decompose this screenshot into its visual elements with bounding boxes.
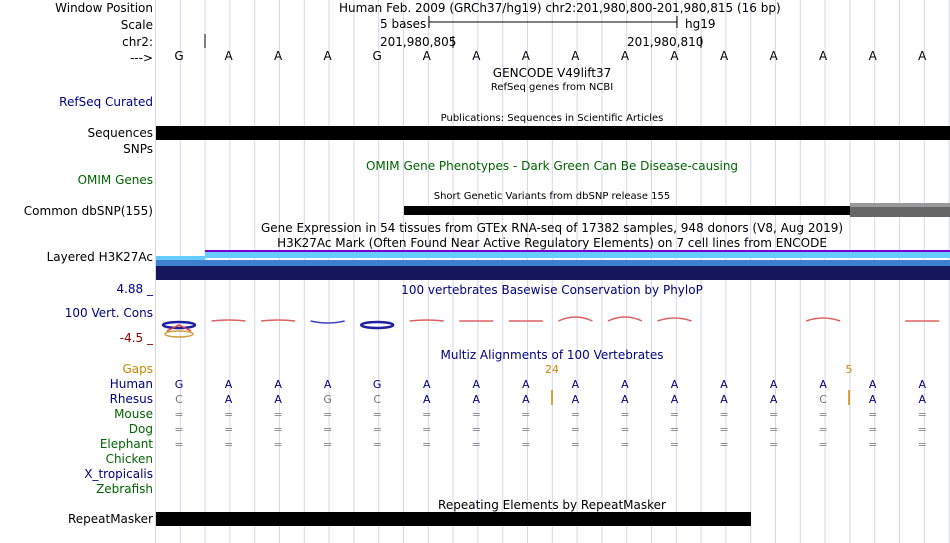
alignment-dog-0: = bbox=[174, 423, 184, 436]
alignment-mouse-13: = bbox=[818, 408, 828, 421]
omim-track-title: OMIM Gene Phenotypes - Dark Green Can Be Disease-causing bbox=[365, 159, 739, 173]
gaps-label[interactable]: Gaps bbox=[122, 362, 153, 376]
alignment-elephant-13: = bbox=[818, 438, 828, 451]
species-label-mouse[interactable]: Mouse bbox=[114, 407, 153, 421]
alignment-mouse-6: = bbox=[471, 408, 481, 421]
scale-label: Scale bbox=[120, 18, 153, 32]
multiz-track-title: Multiz Alignments of 100 Vertebrates bbox=[440, 348, 664, 362]
alignment-dog-9: = bbox=[620, 423, 630, 436]
alignment-human-5: A bbox=[422, 378, 431, 391]
alignment-elephant-4: = bbox=[372, 438, 382, 451]
cons-segment-7 bbox=[608, 317, 642, 321]
alignment-human-0: G bbox=[174, 378, 184, 391]
base-10: A bbox=[670, 49, 679, 63]
gencode-track-title[interactable]: GENCODE V49lift37 bbox=[492, 66, 612, 80]
cons-segment-3 bbox=[410, 320, 444, 321]
alignment-rhesus-8: A bbox=[571, 393, 580, 406]
dbsnp-track-title: Short Genetic Variants from dbSNP release 155 bbox=[433, 191, 671, 202]
base-9: A bbox=[620, 49, 630, 63]
alignment-human-15: A bbox=[918, 378, 927, 391]
alignment-mouse-8: = bbox=[570, 408, 580, 421]
conservation-wiggle bbox=[163, 317, 939, 337]
alignment-elephant-5: = bbox=[422, 438, 432, 451]
alignment-human-8: A bbox=[571, 378, 580, 391]
species-label-elephant[interactable]: Elephant bbox=[99, 437, 153, 451]
alignment-rhesus-5: A bbox=[422, 393, 431, 406]
alignment-human-12: A bbox=[769, 378, 778, 391]
dbsnp-bar[interactable] bbox=[404, 206, 850, 215]
conservation-track-title: 100 vertebrates Basewise Conservation by PhyloP bbox=[401, 283, 703, 297]
alignment-mouse-7: = bbox=[521, 408, 531, 421]
gap-count-2: 5 bbox=[845, 363, 853, 376]
species-label-zebrafish[interactable]: Zebrafish bbox=[96, 482, 153, 496]
dbsnp-gray-top bbox=[850, 203, 950, 207]
alignment-human-9: A bbox=[621, 378, 629, 391]
common-dbsnp-label[interactable]: Common dbSNP(155) bbox=[23, 204, 153, 218]
alignment-dog-4: = bbox=[372, 423, 382, 436]
alignment-elephant-8: = bbox=[570, 438, 580, 451]
alignment-human-1: A bbox=[224, 378, 233, 391]
h3k27ac-mid-layer bbox=[156, 260, 950, 266]
alignment-elephant-3: = bbox=[323, 438, 333, 451]
alignment-human-6: A bbox=[472, 378, 481, 391]
cons-segment-1 bbox=[261, 320, 295, 321]
cons-glyph-1 bbox=[361, 322, 393, 328]
alignment-human-2: A bbox=[274, 378, 282, 391]
snps-label[interactable]: SNPs bbox=[123, 142, 153, 156]
alignment-dog-13: = bbox=[818, 423, 828, 436]
base-8: A bbox=[571, 49, 580, 63]
alignment-rhesus-14: A bbox=[868, 393, 877, 406]
cons-segment-6 bbox=[558, 317, 592, 321]
vert-cons-label[interactable]: 100 Vert. Cons bbox=[64, 306, 153, 320]
base-14: A bbox=[868, 49, 877, 63]
scale-db: hg19 bbox=[685, 17, 716, 31]
alignment-human-7: A bbox=[522, 378, 530, 391]
base-0: G bbox=[174, 49, 184, 63]
h3k27ac-purple-line bbox=[205, 250, 950, 252]
h3k27ac-light-left bbox=[156, 256, 205, 260]
alignment-human-4: G bbox=[372, 378, 382, 391]
alignment-mouse-3: = bbox=[323, 408, 333, 421]
alignment-rhesus-7: A bbox=[522, 393, 530, 406]
position-tick-1: 201,980,805 bbox=[380, 35, 457, 49]
base-15: A bbox=[918, 49, 927, 63]
gtex-track-title: Gene Expression in 54 tissues from GTEx RNA-seq of 17382 samples, 948 donors (V8, Aug 2019) bbox=[260, 221, 844, 235]
alignment-dog-8: = bbox=[570, 423, 580, 436]
h3k27ac-light-layer bbox=[205, 252, 950, 258]
alignment-rhesus-1: A bbox=[224, 393, 233, 406]
species-label-human[interactable]: Human bbox=[109, 377, 153, 391]
alignment-dog-1: = bbox=[223, 423, 234, 436]
cons-segment-8 bbox=[658, 318, 692, 321]
h3k27ac-dark-layer[interactable] bbox=[156, 266, 950, 280]
alignment-rhesus-2: A bbox=[274, 393, 282, 406]
chrom-label: chr2: bbox=[122, 35, 153, 49]
alignment-rhesus-9: A bbox=[621, 393, 629, 406]
base-2: A bbox=[273, 49, 283, 63]
base-5: A bbox=[422, 49, 431, 63]
repeatmasker-bar[interactable] bbox=[156, 512, 751, 526]
base-1: A bbox=[224, 49, 233, 63]
gap-count-1: 24 bbox=[545, 363, 559, 376]
species-label-rhesus[interactable]: Rhesus bbox=[109, 392, 153, 406]
alignment-dog-2: = bbox=[273, 423, 283, 436]
scale-value: 5 bases bbox=[380, 17, 427, 31]
omim-genes-label[interactable]: OMIM Genes bbox=[77, 173, 153, 187]
alignment-human-13: A bbox=[819, 378, 827, 391]
window-position-label: Window Position bbox=[55, 1, 153, 15]
position-tick-2: 201,980,810 bbox=[627, 35, 704, 49]
base-13: A bbox=[819, 49, 828, 63]
alignment-dog-3: = bbox=[323, 423, 333, 436]
cons-glyph-lower bbox=[165, 331, 193, 337]
alignment-rhesus-0: C bbox=[175, 393, 183, 406]
alignment-rhesus-11: A bbox=[720, 393, 728, 406]
alignment-dog-10: = bbox=[669, 423, 680, 436]
alignment-rhesus-13: C bbox=[819, 393, 827, 406]
species-label-chicken[interactable]: Chicken bbox=[105, 452, 153, 466]
alignment-mouse-11: = bbox=[719, 408, 729, 421]
cons-segment-9 bbox=[806, 318, 840, 321]
alignment-elephant-11: = bbox=[719, 438, 729, 451]
alignment-mouse-14: = bbox=[868, 408, 878, 421]
alignment-dog-15: = bbox=[917, 423, 927, 436]
alignment-human-10: A bbox=[670, 378, 679, 391]
alignment-mouse-10: = bbox=[669, 408, 680, 421]
alignment-elephant-10: = bbox=[669, 438, 680, 451]
assembly-position-title[interactable]: Human Feb. 2009 (GRCh37/hg19) chr2:201,980,800-201,980,815 (16 bp) bbox=[339, 1, 781, 15]
cons-min-value: -4.5 _ bbox=[119, 331, 153, 345]
sequences-label[interactable]: Sequences bbox=[87, 126, 153, 140]
alignment-rhesus-3: G bbox=[323, 393, 332, 406]
alignment-human-3: A bbox=[323, 378, 332, 391]
refseq-curated-label[interactable]: RefSeq Curated bbox=[59, 95, 153, 109]
refseq-track-subtitle: RefSeq genes from NCBI bbox=[490, 82, 614, 93]
alignment-dog-11: = bbox=[719, 423, 729, 436]
base-4: G bbox=[372, 49, 382, 63]
alignment-elephant-15: = bbox=[917, 438, 927, 451]
alignment-elephant-0: = bbox=[174, 438, 184, 451]
publications-track-title: Publications: Sequences in Scientific Articles bbox=[440, 113, 664, 124]
sequences-bar[interactable] bbox=[156, 126, 950, 140]
base-7: A bbox=[521, 49, 530, 63]
species-label-x_tropicalis[interactable]: X_tropicalis bbox=[84, 467, 153, 481]
alignment-mouse-0: = bbox=[174, 408, 184, 421]
alignment-rhesus-15: A bbox=[918, 393, 927, 406]
alignment-dog-6: = bbox=[471, 423, 481, 436]
h3k27ac-track-title: H3K27Ac Mark (Often Found Near Active Regulatory Elements) on 7 cell lines from ENCODE bbox=[277, 236, 827, 250]
dbsnp-gray-bar[interactable] bbox=[850, 207, 950, 217]
layered-h3k27ac-label[interactable]: Layered H3K27Ac bbox=[46, 250, 153, 264]
base-3: A bbox=[323, 49, 332, 63]
alignment-elephant-7: = bbox=[521, 438, 531, 451]
alignment-human-11: A bbox=[720, 378, 728, 391]
alignment-elephant-1: = bbox=[223, 438, 234, 451]
alignment-elephant-9: = bbox=[620, 438, 630, 451]
alignment-mouse-15: = bbox=[917, 408, 927, 421]
base-12: A bbox=[769, 49, 778, 63]
strand-label: ---> bbox=[129, 51, 153, 65]
alignment-mouse-12: = bbox=[768, 408, 779, 421]
alignment-dog-5: = bbox=[422, 423, 432, 436]
alignment-dog-7: = bbox=[521, 423, 531, 436]
alignment-mouse-9: = bbox=[620, 408, 630, 421]
alignment-elephant-2: = bbox=[273, 438, 283, 451]
repeatmasker-label[interactable]: RepeatMasker bbox=[67, 512, 153, 526]
alignment-elephant-14: = bbox=[868, 438, 878, 451]
species-label-dog[interactable]: Dog bbox=[128, 422, 153, 436]
repeatmasker-track-title: Repeating Elements by RepeatMasker bbox=[438, 498, 666, 512]
alignment-rhesus-6: A bbox=[472, 393, 481, 406]
alignment-mouse-2: = bbox=[273, 408, 283, 421]
cons-segment-0 bbox=[212, 320, 246, 321]
cons-max-value: 4.88 _ bbox=[116, 282, 153, 296]
alignment-dog-14: = bbox=[868, 423, 878, 436]
base-11: A bbox=[719, 49, 729, 63]
alignment-mouse-4: = bbox=[372, 408, 382, 421]
alignment-rhesus-12: A bbox=[769, 393, 778, 406]
base-6: A bbox=[472, 49, 481, 63]
alignment-human-14: A bbox=[868, 378, 877, 391]
cons-segment-2 bbox=[311, 321, 345, 323]
alignment-mouse-1: = bbox=[223, 408, 234, 421]
alignment-rhesus-10: A bbox=[670, 393, 679, 406]
alignment-dog-12: = bbox=[768, 423, 779, 436]
alignment-mouse-5: = bbox=[422, 408, 432, 421]
alignment-elephant-12: = bbox=[768, 438, 779, 451]
alignment-rhesus-4: C bbox=[373, 393, 382, 406]
alignment-elephant-6: = bbox=[471, 438, 481, 451]
